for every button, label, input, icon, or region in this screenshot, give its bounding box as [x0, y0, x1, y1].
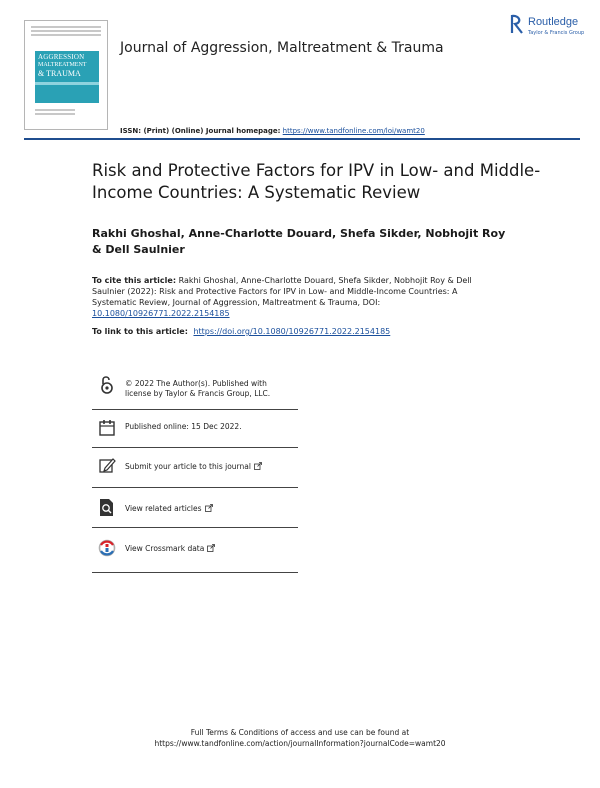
- license-line-1: © 2022 The Author(s). Published with: [125, 379, 267, 388]
- crossmark-icon: [98, 538, 116, 558]
- header-divider: [24, 138, 580, 140]
- external-link-icon: [205, 504, 213, 512]
- related-articles-row[interactable]: [92, 488, 298, 528]
- cover-line-2: MALTREATMENT: [38, 62, 87, 68]
- author-list: Rakhi Ghoshal, Anne-Charlotte Douard, Shefa Sikder, Nobhojit Roy & Dell Saulnier: [92, 227, 506, 256]
- license-row[interactable]: [92, 372, 298, 410]
- citation-block: [92, 275, 492, 319]
- published-row: [92, 410, 298, 448]
- citation-doi-link[interactable]: 10.1080/10926771.2022.2154185: [92, 309, 230, 318]
- crossmark-text: [125, 544, 215, 554]
- terms-footer: [0, 727, 600, 749]
- external-link-icon: [207, 544, 215, 552]
- submit-article-label: Submit your article to this journal: [125, 462, 251, 471]
- citation-label: To cite this article:: [92, 276, 177, 285]
- license-text: [125, 379, 270, 399]
- citation-text: Rakhi Ghoshal, Anne-Charlotte Douard, Shefa Sikder, Nobhojit Roy & Dell Saulnier (2022): Risk and Protective Factors for IPV in Low- and Middle-Income Countries: A Systematic Review, Journal of Aggression, Maltreatment & Trauma, DOI:: [92, 276, 472, 307]
- external-link-icon: [254, 462, 262, 470]
- journal-homepage-link[interactable]: https://www.tandfonline.com/loi/wamt20: [282, 127, 425, 135]
- terms-footer-link[interactable]: https://www.tandfonline.com/action/journalInformation?journalCode=wamt20: [154, 739, 446, 748]
- edit-icon: [98, 456, 116, 476]
- routledge-r-icon: [510, 14, 524, 34]
- publisher-tagline: Taylor & Francis Group: [528, 30, 585, 36]
- open-access-icon: [98, 375, 116, 395]
- related-articles-icon: [98, 498, 116, 518]
- issn-line: [120, 127, 425, 135]
- article-doi-link[interactable]: https://doi.org/10.1080/10926771.2022.2154185: [193, 327, 391, 336]
- calendar-icon: [98, 418, 116, 438]
- related-articles-label: View related articles: [125, 504, 202, 513]
- cover-footer-lines: [35, 109, 75, 119]
- published-date-text: Published online: 15 Dec 2022.: [125, 422, 242, 431]
- cover-header-lines: [31, 26, 101, 42]
- license-line-2: license by Taylor & Francis Group, LLC.: [125, 389, 271, 398]
- issn-label: ISSN: (Print) (Online) Journal homepage:: [120, 127, 281, 135]
- article-link-label: To link to this article:: [92, 327, 188, 336]
- article-link-line: [92, 327, 390, 336]
- submit-article-row[interactable]: [92, 448, 298, 488]
- journal-cover-thumbnail: [24, 20, 108, 130]
- crossmark-label: View Crossmark data: [125, 544, 205, 553]
- journal-title[interactable]: Journal of Aggression, Maltreatment & Trauma: [120, 40, 444, 56]
- publisher-logo[interactable]: [510, 14, 596, 44]
- terms-footer-line-1: Full Terms & Conditions of access and use can be found at: [190, 728, 410, 737]
- row-divider: [92, 572, 298, 573]
- cover-stripe: [35, 82, 99, 85]
- submit-article-text: [125, 462, 262, 472]
- publisher-name: Routledge: [528, 16, 579, 28]
- cover-line-3: & TRAUMA: [38, 69, 81, 78]
- related-articles-text: [125, 504, 213, 514]
- article-title: Risk and Protective Factors for IPV in Low- and Middle-Income Countries: A Systematic Review: [92, 161, 541, 202]
- crossmark-row[interactable]: [92, 528, 298, 573]
- cover-line-1: AGGRESSION: [38, 53, 85, 61]
- cover-title-band: [35, 51, 99, 103]
